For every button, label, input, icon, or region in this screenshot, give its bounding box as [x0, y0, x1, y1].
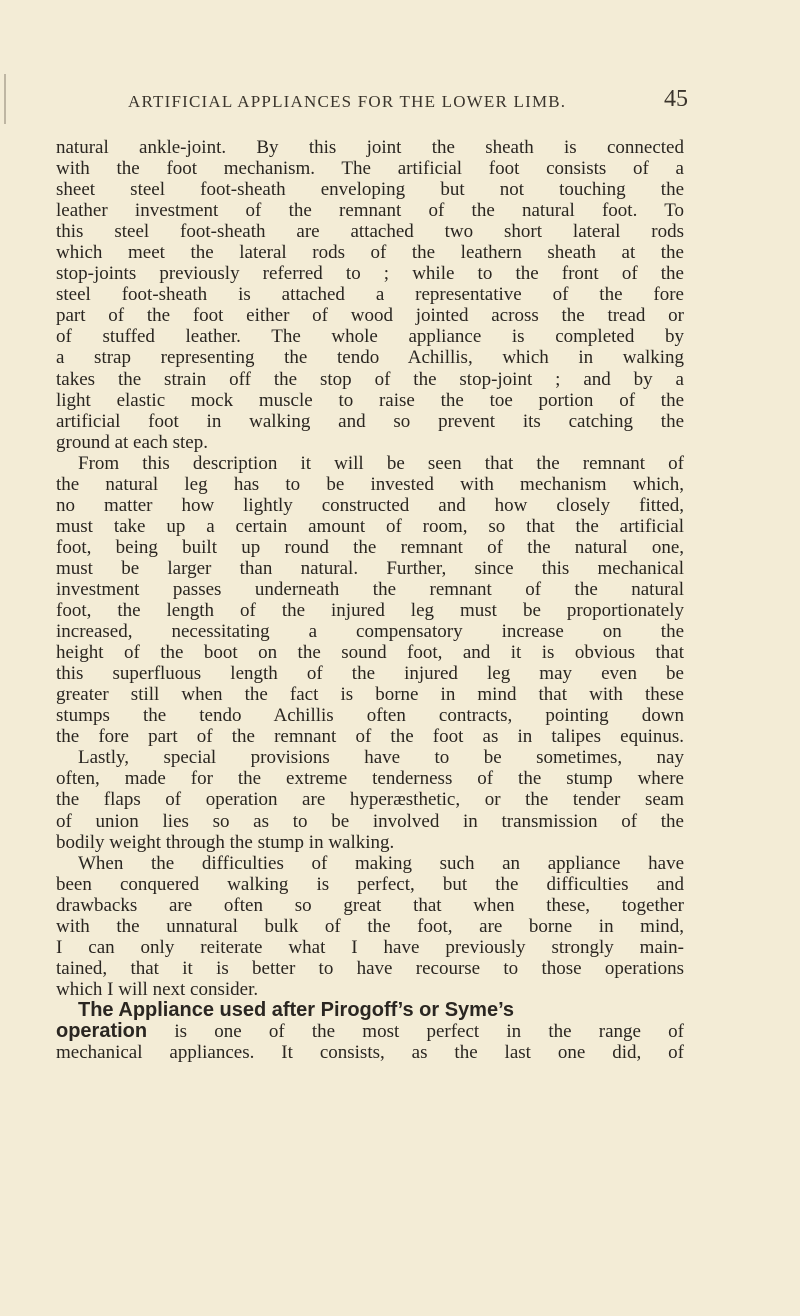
text-line: often, made for the extreme tenderness of the stump where: [56, 768, 684, 790]
text-line: light elastic mock muscle to raise the toe portion of the: [56, 389, 684, 411]
text-line: I can only reiterate what I have previously strongly main-: [56, 936, 684, 958]
section-heading: The Appliance used after Pirogoff’s or Syme’s: [78, 998, 515, 1021]
text-line: investment passes underneath the remnant of the natural: [56, 578, 684, 600]
text-line: a strap representing the tendo Achillis, which in walking: [56, 347, 684, 369]
text-line-content: is one of the most perfect in the range of: [147, 1020, 684, 1042]
text-line: stumps the tendo Achillis often contracts, pointing down: [56, 705, 684, 727]
text-line: takes the strain off the stop of the stop-joint ; and by a: [56, 368, 684, 390]
text-line: mechanical appliances. It consists, as the last one did, of: [56, 1042, 684, 1064]
text-line: been conquered walking is perfect, but the difficulties and: [56, 873, 684, 895]
text-line: increased, necessitating a compensatory increase on the: [56, 621, 684, 643]
text-line: [56, 1000, 684, 1021]
text-line: ground at each step.: [56, 431, 208, 453]
text-line: this superfluous length of the injured leg may even be: [56, 663, 684, 685]
text-line: part of the foot either of wood jointed across the tread or: [56, 305, 684, 327]
text-line: [56, 1021, 684, 1042]
text-line: which I will next consider.: [56, 978, 259, 1000]
text-line: with the unnatural bulk of the foot, are borne in mind,: [56, 915, 684, 937]
text-line: the flaps of operation are hyperæsthetic, or the tender seam: [56, 789, 684, 811]
text-line: artificial foot in walking and so prevent its catching the: [56, 410, 684, 432]
text-line: stop-joints previously referred to ; while to the front of the: [56, 263, 684, 285]
text-line: drawbacks are often so great that when these, together: [56, 894, 684, 916]
text-line: steel foot-sheath is attached a representative of the fore: [56, 284, 684, 306]
text-line: greater still when the fact is borne in mind that with these: [56, 684, 684, 706]
text-line: which meet the lateral rods of the leathern sheath at the: [56, 242, 684, 264]
text-line: When the difficulties of making such an appliance have: [78, 852, 684, 874]
text-line: sheet steel foot-sheath enveloping but not touching the: [56, 179, 684, 201]
text-line: foot, being built up round the remnant of the natural one,: [56, 536, 684, 558]
text-line: must take up a certain amount of room, so that the artificial: [56, 515, 684, 537]
text-line: height of the boot on the sound foot, and it is obvious that: [56, 642, 684, 664]
text-line: bodily weight through the stump in walking.: [56, 831, 395, 853]
running-head: ARTIFICIAL APPLIANCES FOR THE LOWER LIMB.: [128, 92, 567, 111]
text-line: leather investment of the remnant of the natural foot. To: [56, 200, 684, 222]
body-text: [56, 137, 684, 1063]
text-line: of union lies so as to be involved in transmission of the: [56, 810, 684, 832]
text-line: the fore part of the remnant of the foot as in talipes equinus.: [56, 726, 684, 748]
text-line: the natural leg has to be invested with mechanism which,: [56, 473, 684, 495]
text-line: no matter how lightly constructed and how closely fitted,: [56, 494, 684, 516]
text-line: natural ankle-joint. By this joint the sheath is connected: [56, 137, 684, 158]
text-line: Lastly, special provisions have to be sometimes, nay: [78, 747, 684, 769]
text-line: tained, that it is better to have recourse to those operations: [56, 957, 684, 979]
section-heading: operation: [56, 1019, 148, 1042]
text-line: of stuffed leather. The whole appliance is completed by: [56, 326, 684, 348]
page-header: [128, 86, 688, 120]
text-line: this steel foot-sheath are attached two short lateral rods: [56, 221, 684, 243]
text-line: From this description it will be seen that the remnant of: [78, 452, 684, 474]
text-line: must be larger than natural. Further, since this mechanical: [56, 557, 684, 579]
text-line: with the foot mechanism. The artificial foot consists of a: [56, 158, 684, 180]
page-number: 45: [664, 86, 688, 112]
text-line: foot, the length of the injured leg must be proportionately: [56, 600, 684, 622]
scan-edge-mark: [4, 74, 6, 124]
